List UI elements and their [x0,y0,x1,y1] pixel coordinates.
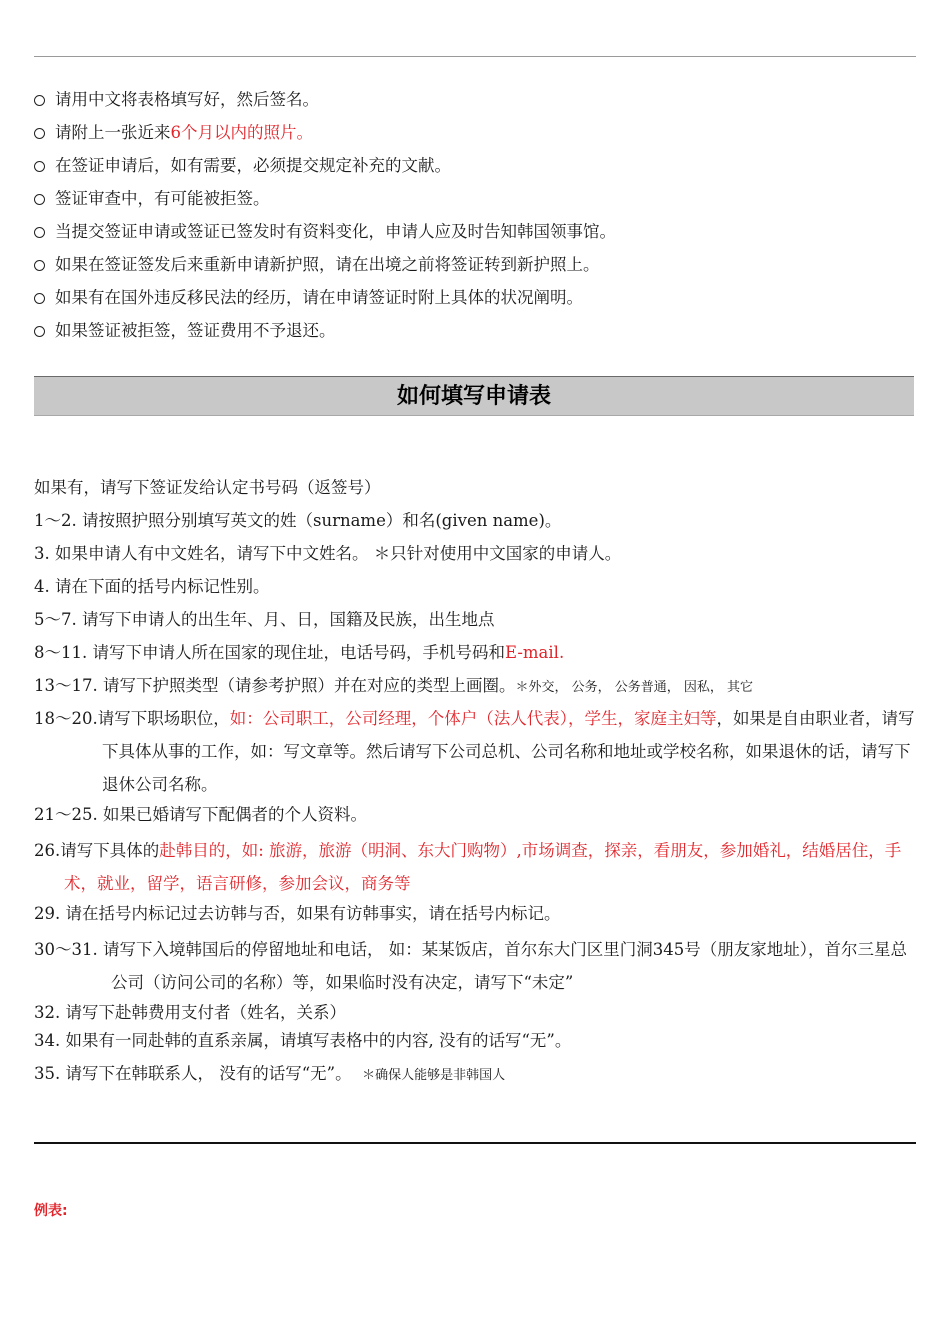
notice-item: 在签证申请后，如有需要，必须提交规定补充的文献。 [34,152,916,185]
notice-list [34,86,916,350]
notice-item: 请用中文将表格填写好，然后签名。 [34,86,916,119]
instruction-4: 4. 请在下面的括号内标记性别。 [34,577,270,596]
notice-item: 如果在签证签发后来重新申请新护照，请在出境之前将签证转到新护照上。 [34,251,916,284]
instruction-3: 3. 如果申请人有中文姓名，请写下中文姓名。 ＊只针对使用中文国家的申请人。 [34,544,622,563]
instruction-5-7: 5～7. 请写下申请人的出生年、月、日，国籍及民族，出生地点 [34,610,495,629]
instruction-1-2: 1～2. 请按照护照分别填写英文的姓（surname）和名(given name)。 [34,511,562,530]
instruction-8-11: 8～11. 请写下申请人所在国家的现住址，电话号码，手机号码和E-mail. [34,643,565,662]
notice-item: 如果签证被拒签，签证费用不予退还。 [34,317,916,350]
notice-item: 如果有在国外违反移民法的经历，请在申请签证时附上具体的状况阐明。 [34,284,916,317]
notice-item: 请附上一张近来6个月以内的照片。 [34,119,916,152]
section-title: 如何填写申请表 [34,376,914,416]
circle-bullet-icon [34,326,45,337]
instruction-13-17: 13～17. 请写下护照类型（请参考护照）并在对应的类型上画圈。＊外交， 公务， 公务普通， 因私， 其它 [34,676,754,695]
instruction-21-25: 21～25. 如果已婚请写下配偶者的个人资料。 [34,805,367,824]
circle-bullet-icon [34,95,45,106]
instruction-35: 35. 请写下在韩联系人， 没有的话写“无”。 ＊确保人能够是非韩国人 [34,1064,506,1083]
notice-item: 签证审查中，有可能被拒签。 [34,185,916,218]
instruction-18-20: 18～20.请写下职场职位，如：公司职工，公司经理，个体户（法人代表），学生，家庭主妇等，如果是自由职业者，请写下具体从事的工作，如：写文章等。然后请写下公司总机、公司名称和地址或学校名称，如果退休的话，请写下退休公司名称。 [34,709,915,794]
circle-bullet-icon [34,260,45,271]
instruction-26: 26.请写下具体的赴韩目的，如: 旅游，旅游（明洞、东大门购物）,市场调查，探亲，看朋友，参加婚礼，结婚居住，手术，就业，留学，语言研修，参加会议，商务等 [34,841,902,893]
example-label: 例表: [34,1203,68,1219]
instruction-return-visa: 如果有，请写下签证发给认定书号码（返签号） [34,478,381,497]
circle-bullet-icon [34,128,45,139]
circle-bullet-icon [34,194,45,205]
circle-bullet-icon [34,227,45,238]
circle-bullet-icon [34,293,45,304]
bottom-divider [34,1142,916,1144]
instruction-32: 32. 请写下赴韩费用支付者（姓名，关系） [34,1003,346,1022]
top-divider [34,56,916,57]
instruction-30-31: 30～31. 请写下入境韩国后的停留地址和电话， 如：某某饭店，首尔东大门区里门洞345号（朋友家地址），首尔三星总公司（访问公司的名称）等，如果临时没有决定，请写下“未定” [34,940,907,992]
instruction-29: 29. 请在括号内标记过去访韩与否，如果有访韩事实，请在括号内标记。 [34,904,561,923]
circle-bullet-icon [34,161,45,172]
instruction-34: 34. 如果有一同赴韩的直系亲属，请填写表格中的内容, 没有的话写“无”。 [34,1031,572,1050]
notice-item: 当提交签证申请或签证已签发时有资料变化，申请人应及时告知韩国领事馆。 [34,218,916,251]
instruction-list [34,474,918,1090]
